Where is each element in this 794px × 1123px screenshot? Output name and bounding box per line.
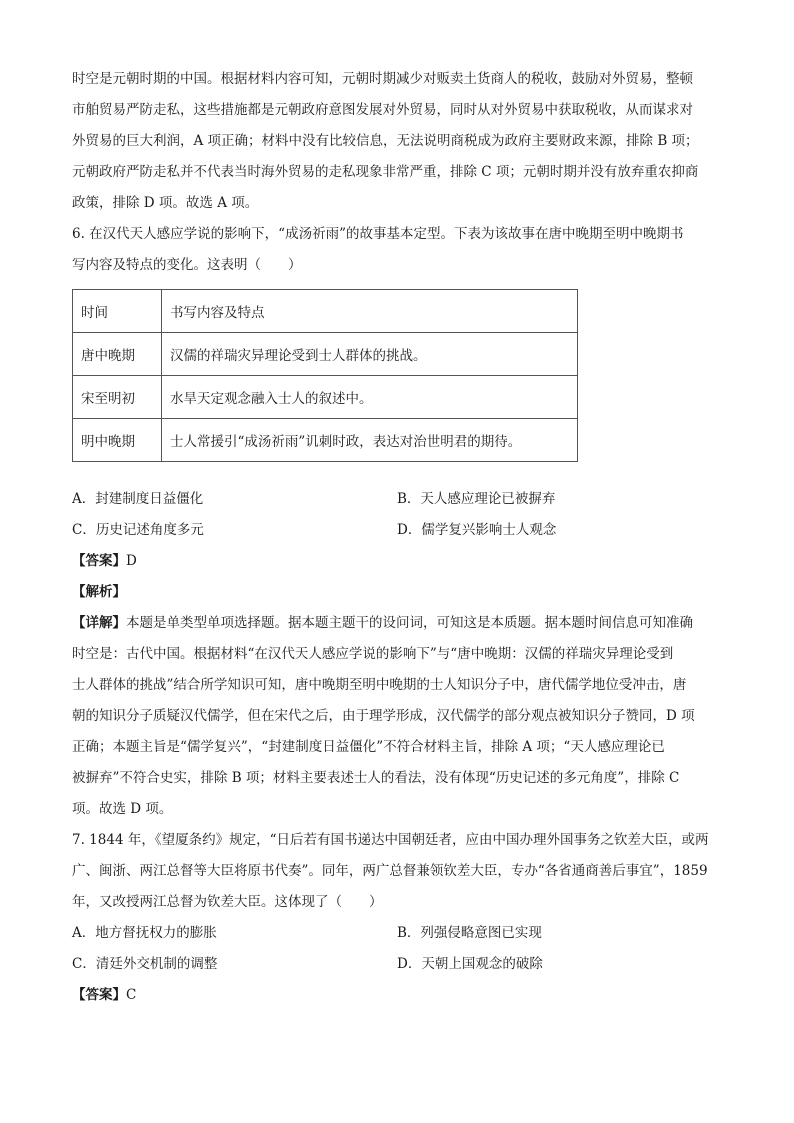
table-row — [73, 419, 578, 462]
q7-answer — [72, 980, 722, 1011]
table-row — [73, 333, 578, 376]
q6-option-c: C．历史记述角度多元 — [72, 522, 204, 538]
detail-line: 正确；本题主旨是“儒学复兴”，“封建制度日益僵化”不符合材料主旨，排除 A 项；“天人感应理论已 — [72, 739, 665, 755]
q6-analysis-label: 【解析】 — [72, 584, 126, 600]
q6-stem-line: 写内容及特点的变化。这表明（ ） — [72, 257, 302, 273]
q7-stem-line: 7. 1844 年，《望厦条约》规定，“日后若有国书递达中国朝廷者，应由中国办理外国事务之钦差大臣，或两 — [72, 832, 709, 848]
question-6 — [72, 219, 722, 825]
table-cell: 汉儒的祥瑞灾异理论受到士人群体的挑战。 — [162, 333, 578, 376]
table-row — [73, 376, 578, 419]
answer-value: D — [126, 553, 137, 569]
table-header-row — [73, 290, 578, 333]
q7-option-a: A．地方督抚权力的膨胀 — [72, 925, 217, 941]
table-cell: 明中晚期 — [73, 419, 162, 462]
table-header-cell: 书写内容及特点 — [162, 290, 578, 333]
detail-line: 时空是：古代中国。根据材料“在汉代天人感应学说的影响下”与“唐中晚期：汉儒的祥瑞灾异理论受到 — [72, 646, 674, 662]
q6-table — [72, 289, 578, 462]
q7-option-d: D．天朝上国观念的破除 — [397, 956, 543, 972]
q6-option-b: B．天人感应理论已被摒弃 — [397, 491, 556, 507]
q6-detail — [72, 608, 722, 825]
intro-paragraph — [72, 64, 722, 219]
detail-line: 被摒弃”不符合史实，排除 B 项；材料主要表述士人的看法，没有体现“历史记述的多元角度”，排除 C — [72, 770, 680, 786]
answer-value: C — [126, 987, 137, 1003]
table-cell: 士人常援引“成汤祈雨”讥刺时政，表达对治世明君的期待。 — [162, 419, 578, 462]
detail-line: 项。故选 D 项。 — [72, 801, 173, 817]
detail-line: 朝的知识分子质疑汉代儒学，但在宋代之后，由于理学形成，汉代儒学的部分观点被知识分子赞同，D 项 — [72, 708, 695, 724]
q7-option-c: C．清廷外交机制的调整 — [72, 956, 218, 972]
q7-stem-line: 广、闽浙、两江总督等大臣将原书代奏”。同年，两广总督兼领钦差大臣，专办“各省通商善后事宜”，1859 — [72, 863, 708, 879]
intro-line: 时空是元朝时期的中国。根据材料内容可知，元朝时期减少对贩卖土货商人的税收，鼓励对外贸易，整顿 — [72, 71, 693, 87]
intro-line: 元朝政府严防走私并不代表当时海外贸易的走私现象非常严重，排除 C 项；元朝时期并没有放弃重农抑商 — [72, 164, 699, 180]
q7-option-b: B．列强侵略意图已实现 — [397, 925, 542, 941]
detail-line — [72, 608, 722, 639]
question-7 — [72, 825, 722, 1011]
intro-line: 外贸易的巨大利润，A 项正确；材料中没有比较信息，无法说明商税成为政府主要财政来源，排除 B 项； — [72, 133, 699, 149]
table-cell: 宋至明初 — [73, 376, 162, 419]
q6-options — [72, 484, 722, 546]
table-cell: 唐中晚期 — [73, 333, 162, 376]
intro-line: 市舶贸易严防走私，这些措施都是元朝政府意图发展对外贸易，同时从对外贸易中获取税收，从而谋求对 — [72, 102, 693, 118]
q6-stem-line: 6. 在汉代天人感应学说的影响下，“成汤祈雨”的故事基本定型。下表为该故事在唐中晚期至明中晚期书 — [72, 226, 684, 242]
q6-answer — [72, 546, 722, 577]
q6-option-d: D．儒学复兴影响士人观念 — [397, 522, 557, 538]
intro-line: 政策，排除 D 项。故选 A 项。 — [72, 195, 259, 211]
table-header-cell: 时间 — [73, 290, 162, 333]
table-cell: 水旱天定观念融入士人的叙述中。 — [162, 376, 578, 419]
detail-text: 本题是单类型单项选择题。据本题主题干的设问词，可知这是本质题。据本题时间信息可知准确 — [126, 615, 693, 631]
answer-label: 【答案】 — [72, 553, 126, 569]
q6-option-a: A．封建制度日益僵化 — [72, 491, 204, 507]
q7-options — [72, 918, 722, 980]
detail-line: 士人群体的挑战”结合所学知识可知，唐中晚期至明中晚期的士人知识分子中，唐代儒学地位受冲击，唐 — [72, 677, 687, 693]
answer-label: 【答案】 — [72, 987, 126, 1003]
document-page — [72, 64, 722, 1011]
detail-label: 【详解】 — [72, 615, 126, 631]
q7-stem-line: 年，又改授两江总督为钦差大臣。这体现了（ ） — [72, 894, 383, 910]
